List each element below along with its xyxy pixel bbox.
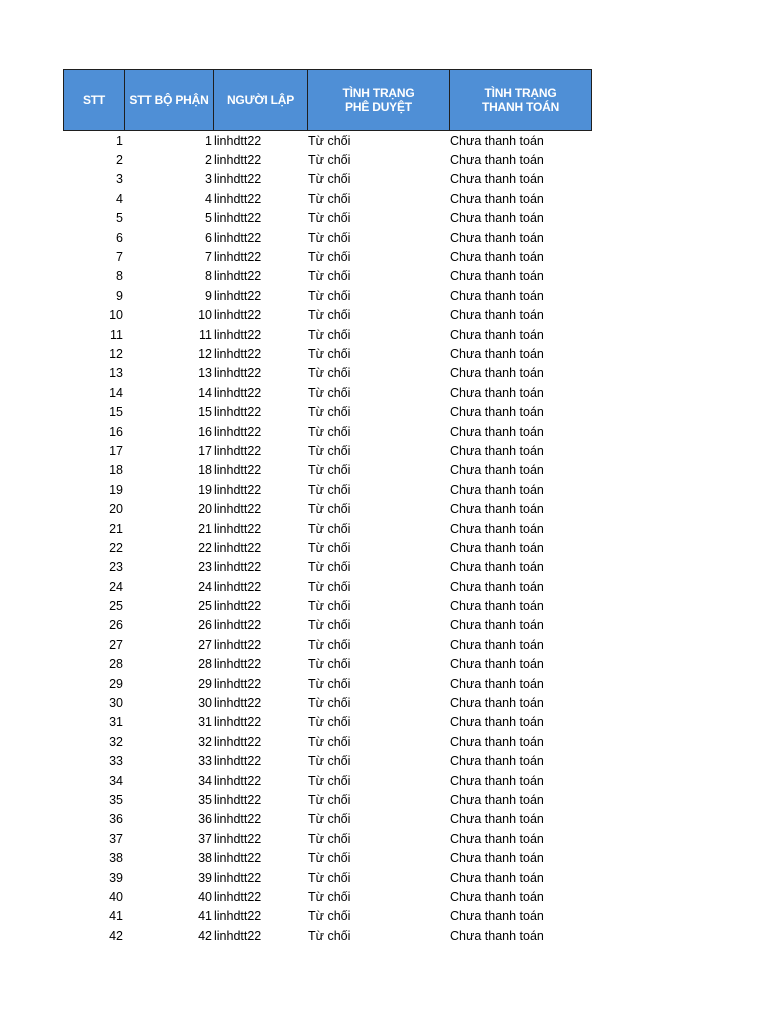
cell-stt-bo-phan[interactable]: 35 (198, 792, 212, 807)
cell-thanh-toan[interactable]: Chưa thanh toán (450, 424, 544, 439)
cell-thanh-toan[interactable]: Chưa thanh toán (450, 502, 544, 517)
table-row[interactable] (63, 150, 592, 169)
cell-stt[interactable]: 30 (109, 696, 123, 711)
cell-stt[interactable]: 42 (109, 928, 123, 943)
cell-thanh-toan[interactable]: Chưa thanh toán (450, 676, 544, 691)
cell-stt[interactable]: 38 (109, 851, 123, 866)
cell-nguoi-lap[interactable]: linhdtt22 (214, 657, 262, 672)
table-row[interactable] (63, 441, 592, 460)
cell-stt-bo-phan[interactable]: 41 (198, 909, 212, 924)
table-row[interactable] (63, 868, 592, 887)
cell-thanh-toan[interactable]: Chưa thanh toán (450, 773, 544, 788)
cell-thanh-toan[interactable]: Chưa thanh toán (450, 889, 544, 904)
cell-nguoi-lap[interactable]: linhdtt22 (214, 502, 262, 517)
cell-nguoi-lap[interactable]: linhdtt22 (214, 812, 262, 827)
cell-stt[interactable]: 17 (109, 443, 123, 458)
cell-stt[interactable]: 26 (109, 618, 123, 633)
cell-phe-duyet[interactable]: Từ chối (308, 599, 351, 614)
cell-stt-bo-phan[interactable]: 29 (198, 676, 212, 691)
table-row[interactable] (63, 209, 592, 228)
cell-thanh-toan[interactable]: Chưa thanh toán (450, 851, 544, 866)
cell-phe-duyet[interactable]: Từ chối (308, 715, 351, 730)
cell-stt[interactable]: 40 (109, 889, 123, 904)
table-row[interactable] (63, 713, 592, 732)
table-row[interactable] (63, 810, 592, 829)
cell-stt[interactable]: 2 (116, 153, 123, 168)
cell-nguoi-lap[interactable]: linhdtt22 (214, 870, 262, 885)
cell-nguoi-lap[interactable]: linhdtt22 (214, 172, 262, 187)
cell-stt[interactable]: 27 (109, 637, 123, 652)
cell-stt-bo-phan[interactable]: 2 (205, 153, 212, 168)
cell-thanh-toan[interactable]: Chưa thanh toán (450, 599, 544, 614)
table-row[interactable] (63, 402, 592, 421)
cell-thanh-toan[interactable]: Chưa thanh toán (450, 812, 544, 827)
cell-nguoi-lap[interactable]: linhdtt22 (214, 463, 262, 478)
cell-stt-bo-phan[interactable]: 11 (199, 327, 212, 342)
cell-nguoi-lap[interactable]: linhdtt22 (214, 346, 262, 361)
cell-stt-bo-phan[interactable]: 36 (198, 812, 212, 827)
cell-thanh-toan[interactable]: Chưa thanh toán (450, 909, 544, 924)
cell-stt[interactable]: 36 (109, 812, 123, 827)
cell-nguoi-lap[interactable]: linhdtt22 (214, 637, 262, 652)
cell-thanh-toan[interactable]: Chưa thanh toán (450, 928, 544, 943)
table-row[interactable] (63, 499, 592, 518)
table-row[interactable] (63, 170, 592, 189)
cell-stt-bo-phan[interactable]: 31 (198, 715, 212, 730)
cell-thanh-toan[interactable]: Chưa thanh toán (450, 308, 544, 323)
table-row[interactable] (63, 306, 592, 325)
cell-stt[interactable]: 20 (109, 502, 123, 517)
table-row[interactable] (63, 422, 592, 441)
cell-phe-duyet[interactable]: Từ chối (308, 909, 351, 924)
table-row[interactable] (63, 887, 592, 906)
table-row[interactable] (63, 635, 592, 654)
table-row[interactable] (63, 596, 592, 615)
cell-phe-duyet[interactable]: Từ chối (308, 308, 351, 323)
table-row[interactable] (63, 732, 592, 751)
column-header-stt[interactable]: STT (64, 70, 125, 130)
cell-nguoi-lap[interactable]: linhdtt22 (214, 482, 262, 497)
cell-thanh-toan[interactable]: Chưa thanh toán (450, 482, 544, 497)
cell-nguoi-lap[interactable]: linhdtt22 (214, 327, 262, 342)
column-header-tinh-trang-phe-duyet[interactable]: TÌNH TRẠNG PHÊ DUYỆT (308, 70, 450, 130)
cell-stt-bo-phan[interactable]: 38 (198, 851, 212, 866)
cell-stt-bo-phan[interactable]: 32 (198, 734, 212, 749)
cell-thanh-toan[interactable]: Chưa thanh toán (450, 831, 544, 846)
cell-stt[interactable]: 23 (109, 560, 123, 575)
cell-thanh-toan[interactable]: Chưa thanh toán (450, 521, 544, 536)
cell-stt-bo-phan[interactable]: 37 (198, 831, 212, 846)
cell-stt[interactable]: 10 (109, 308, 123, 323)
cell-stt[interactable]: 22 (109, 540, 123, 555)
cell-stt[interactable]: 14 (109, 385, 123, 400)
cell-thanh-toan[interactable]: Chưa thanh toán (450, 230, 544, 245)
cell-nguoi-lap[interactable]: linhdtt22 (214, 599, 262, 614)
cell-phe-duyet[interactable]: Từ chối (308, 502, 351, 517)
cell-stt-bo-phan[interactable]: 30 (198, 696, 212, 711)
cell-phe-duyet[interactable]: Từ chối (308, 851, 351, 866)
cell-phe-duyet[interactable]: Từ chối (308, 250, 351, 265)
cell-stt[interactable]: 6 (116, 230, 123, 245)
cell-stt-bo-phan[interactable]: 6 (205, 230, 212, 245)
cell-stt-bo-phan[interactable]: 16 (198, 424, 212, 439)
table-row[interactable] (63, 383, 592, 402)
cell-nguoi-lap[interactable]: linhdtt22 (214, 734, 262, 749)
table-row[interactable] (63, 752, 592, 771)
cell-stt[interactable]: 13 (109, 366, 123, 381)
cell-stt[interactable]: 29 (109, 676, 123, 691)
cell-phe-duyet[interactable]: Từ chối (308, 792, 351, 807)
cell-phe-duyet[interactable]: Từ chối (308, 327, 351, 342)
table-row[interactable] (63, 655, 592, 674)
cell-stt[interactable]: 25 (109, 599, 123, 614)
cell-phe-duyet[interactable]: Từ chối (308, 812, 351, 827)
cell-phe-duyet[interactable]: Từ chối (308, 482, 351, 497)
cell-phe-duyet[interactable]: Từ chối (308, 172, 351, 187)
cell-nguoi-lap[interactable]: linhdtt22 (214, 696, 262, 711)
cell-stt-bo-phan[interactable]: 8 (205, 269, 212, 284)
cell-stt[interactable]: 34 (109, 773, 123, 788)
cell-thanh-toan[interactable]: Chưa thanh toán (450, 366, 544, 381)
cell-thanh-toan[interactable]: Chưa thanh toán (450, 269, 544, 284)
cell-stt[interactable]: 12 (109, 346, 123, 361)
cell-nguoi-lap[interactable]: linhdtt22 (214, 560, 262, 575)
column-header-stt-bo-phan[interactable]: STT BỘ PHẬN (125, 70, 214, 130)
cell-stt[interactable]: 11 (110, 327, 123, 342)
cell-stt[interactable]: 41 (109, 909, 123, 924)
cell-stt[interactable]: 18 (109, 463, 123, 478)
table-row[interactable] (63, 519, 592, 538)
cell-thanh-toan[interactable]: Chưa thanh toán (450, 346, 544, 361)
table-row[interactable] (63, 247, 592, 266)
cell-stt[interactable]: 39 (109, 870, 123, 885)
cell-thanh-toan[interactable]: Chưa thanh toán (450, 540, 544, 555)
cell-stt[interactable]: 5 (116, 211, 123, 226)
cell-phe-duyet[interactable]: Từ chối (308, 637, 351, 652)
cell-nguoi-lap[interactable]: linhdtt22 (214, 579, 262, 594)
cell-thanh-toan[interactable]: Chưa thanh toán (450, 191, 544, 206)
cell-nguoi-lap[interactable]: linhdtt22 (214, 211, 262, 226)
cell-stt-bo-phan[interactable]: 18 (198, 463, 212, 478)
cell-nguoi-lap[interactable]: linhdtt22 (214, 831, 262, 846)
cell-phe-duyet[interactable]: Từ chối (308, 463, 351, 478)
cell-nguoi-lap[interactable]: linhdtt22 (214, 385, 262, 400)
cell-thanh-toan[interactable]: Chưa thanh toán (450, 696, 544, 711)
cell-thanh-toan[interactable]: Chưa thanh toán (450, 579, 544, 594)
spreadsheet-table (63, 69, 592, 945)
cell-nguoi-lap[interactable]: linhdtt22 (214, 889, 262, 904)
cell-nguoi-lap[interactable]: linhdtt22 (214, 715, 262, 730)
cell-stt-bo-phan[interactable]: 21 (198, 521, 212, 536)
cell-stt-bo-phan[interactable]: 4 (205, 191, 212, 206)
cell-thanh-toan[interactable]: Chưa thanh toán (450, 463, 544, 478)
cell-stt-bo-phan[interactable]: 9 (205, 288, 212, 303)
cell-thanh-toan[interactable]: Chưa thanh toán (450, 657, 544, 672)
cell-thanh-toan[interactable]: Chưa thanh toán (450, 211, 544, 226)
cell-nguoi-lap[interactable]: linhdtt22 (214, 792, 262, 807)
cell-nguoi-lap[interactable]: linhdtt22 (214, 424, 262, 439)
cell-stt[interactable]: 7 (116, 250, 123, 265)
cell-stt-bo-phan[interactable]: 26 (198, 618, 212, 633)
cell-phe-duyet[interactable]: Từ chối (308, 346, 351, 361)
cell-thanh-toan[interactable]: Chưa thanh toán (450, 288, 544, 303)
cell-stt-bo-phan[interactable]: 39 (198, 870, 212, 885)
table-row[interactable] (63, 771, 592, 790)
cell-nguoi-lap[interactable]: linhdtt22 (214, 366, 262, 381)
cell-stt-bo-phan[interactable]: 17 (198, 443, 212, 458)
cell-nguoi-lap[interactable]: linhdtt22 (214, 230, 262, 245)
cell-stt[interactable]: 15 (109, 405, 123, 420)
table-row[interactable] (63, 286, 592, 305)
cell-phe-duyet[interactable]: Từ chối (308, 366, 351, 381)
cell-nguoi-lap[interactable]: linhdtt22 (214, 191, 262, 206)
cell-stt[interactable]: 37 (109, 831, 123, 846)
cell-phe-duyet[interactable]: Từ chối (308, 269, 351, 284)
cell-stt[interactable]: 28 (109, 657, 123, 672)
cell-stt[interactable]: 35 (109, 792, 123, 807)
column-header-nguoi-lap[interactable]: NGƯỜI LẬP (214, 70, 308, 130)
cell-thanh-toan[interactable]: Chưa thanh toán (450, 637, 544, 652)
table-row[interactable] (63, 325, 592, 344)
cell-stt[interactable]: 3 (116, 172, 123, 187)
cell-thanh-toan[interactable]: Chưa thanh toán (450, 327, 544, 342)
cell-stt[interactable]: 16 (109, 424, 123, 439)
cell-nguoi-lap[interactable]: linhdtt22 (214, 153, 262, 168)
cell-stt-bo-phan[interactable]: 20 (198, 502, 212, 517)
cell-stt[interactable]: 4 (116, 191, 123, 206)
table-row[interactable] (63, 189, 592, 208)
cell-stt-bo-phan[interactable]: 42 (198, 928, 212, 943)
cell-stt-bo-phan[interactable]: 13 (198, 366, 212, 381)
cell-stt-bo-phan[interactable]: 33 (198, 754, 212, 769)
cell-thanh-toan[interactable]: Chưa thanh toán (450, 385, 544, 400)
cell-nguoi-lap[interactable]: linhdtt22 (214, 250, 262, 265)
cell-thanh-toan[interactable]: Chưa thanh toán (450, 560, 544, 575)
cell-stt-bo-phan[interactable]: 28 (198, 657, 212, 672)
cell-phe-duyet[interactable]: Từ chối (308, 133, 351, 148)
cell-phe-duyet[interactable]: Từ chối (308, 657, 351, 672)
table-row[interactable] (63, 616, 592, 635)
table-row[interactable] (63, 461, 592, 480)
cell-stt-bo-phan[interactable]: 7 (205, 250, 212, 265)
cell-stt[interactable]: 19 (109, 482, 123, 497)
cell-stt[interactable]: 31 (109, 715, 123, 730)
cell-phe-duyet[interactable]: Từ chối (308, 424, 351, 439)
cell-phe-duyet[interactable]: Từ chối (308, 754, 351, 769)
table-row[interactable] (63, 829, 592, 848)
cell-stt-bo-phan[interactable]: 34 (198, 773, 212, 788)
cell-nguoi-lap[interactable]: linhdtt22 (214, 773, 262, 788)
table-row[interactable] (63, 926, 592, 945)
cell-phe-duyet[interactable]: Từ chối (308, 831, 351, 846)
table-row[interactable] (63, 228, 592, 247)
cell-phe-duyet[interactable]: Từ chối (308, 443, 351, 458)
cell-nguoi-lap[interactable]: linhdtt22 (214, 540, 262, 555)
cell-thanh-toan[interactable]: Chưa thanh toán (450, 754, 544, 769)
cell-phe-duyet[interactable]: Từ chối (308, 540, 351, 555)
cell-stt-bo-phan[interactable]: 15 (198, 405, 212, 420)
cell-phe-duyet[interactable]: Từ chối (308, 191, 351, 206)
cell-phe-duyet[interactable]: Từ chối (308, 211, 351, 226)
cell-phe-duyet[interactable]: Từ chối (308, 405, 351, 420)
cell-phe-duyet[interactable]: Từ chối (308, 385, 351, 400)
cell-stt[interactable]: 9 (116, 288, 123, 303)
cell-phe-duyet[interactable]: Từ chối (308, 230, 351, 245)
cell-nguoi-lap[interactable]: linhdtt22 (214, 928, 262, 943)
cell-phe-duyet[interactable]: Từ chối (308, 870, 351, 885)
cell-stt-bo-phan[interactable]: 27 (198, 637, 212, 652)
table-row[interactable] (63, 577, 592, 596)
cell-thanh-toan[interactable]: Chưa thanh toán (450, 715, 544, 730)
cell-stt-bo-phan[interactable]: 3 (205, 172, 212, 187)
cell-phe-duyet[interactable]: Từ chối (308, 288, 351, 303)
cell-stt-bo-phan[interactable]: 40 (198, 889, 212, 904)
cell-nguoi-lap[interactable]: linhdtt22 (214, 443, 262, 458)
cell-phe-duyet[interactable]: Từ chối (308, 521, 351, 536)
cell-stt[interactable]: 32 (109, 734, 123, 749)
cell-stt-bo-phan[interactable]: 14 (198, 385, 212, 400)
cell-thanh-toan[interactable]: Chưa thanh toán (450, 405, 544, 420)
table-row[interactable] (63, 131, 592, 150)
table-row[interactable] (63, 364, 592, 383)
cell-stt-bo-phan[interactable]: 24 (198, 579, 212, 594)
column-header-tinh-trang-thanh-toan[interactable]: TÌNH TRẠNG THANH TOÁN (481, 86, 560, 114)
cell-stt[interactable]: 8 (116, 269, 123, 284)
cell-stt[interactable]: 24 (109, 579, 123, 594)
cell-phe-duyet[interactable]: Từ chối (308, 773, 351, 788)
cell-nguoi-lap[interactable]: linhdtt22 (214, 618, 262, 633)
table-body (63, 131, 592, 945)
cell-stt-bo-phan[interactable]: 19 (198, 482, 212, 497)
cell-stt-bo-phan[interactable]: 5 (205, 211, 212, 226)
table-row[interactable] (63, 693, 592, 712)
cell-thanh-toan[interactable]: Chưa thanh toán (450, 792, 544, 807)
cell-thanh-toan[interactable]: Chưa thanh toán (450, 734, 544, 749)
table-row[interactable] (63, 267, 592, 286)
cell-nguoi-lap[interactable]: linhdtt22 (214, 676, 262, 691)
table-row[interactable] (63, 907, 592, 926)
cell-nguoi-lap[interactable]: linhdtt22 (214, 308, 262, 323)
table-row[interactable] (63, 558, 592, 577)
table-row[interactable] (63, 790, 592, 809)
cell-phe-duyet[interactable]: Từ chối (308, 618, 351, 633)
cell-nguoi-lap[interactable]: linhdtt22 (214, 288, 262, 303)
cell-phe-duyet[interactable]: Từ chối (308, 560, 351, 575)
cell-nguoi-lap[interactable]: linhdtt22 (214, 133, 262, 148)
table-row[interactable] (63, 538, 592, 557)
cell-phe-duyet[interactable]: Từ chối (308, 889, 351, 904)
cell-phe-duyet[interactable]: Từ chối (308, 928, 351, 943)
cell-phe-duyet[interactable]: Từ chối (308, 579, 351, 594)
table-row[interactable] (63, 674, 592, 693)
cell-phe-duyet[interactable]: Từ chối (308, 696, 351, 711)
cell-stt-bo-phan[interactable]: 25 (198, 599, 212, 614)
cell-nguoi-lap[interactable]: linhdtt22 (214, 405, 262, 420)
cell-thanh-toan[interactable]: Chưa thanh toán (450, 133, 544, 148)
cell-nguoi-lap[interactable]: linhdtt22 (214, 269, 262, 284)
cell-phe-duyet[interactable]: Từ chối (308, 153, 351, 168)
cell-stt-bo-phan[interactable]: 23 (198, 560, 212, 575)
cell-nguoi-lap[interactable]: linhdtt22 (214, 521, 262, 536)
cell-thanh-toan[interactable]: Chưa thanh toán (450, 250, 544, 265)
cell-thanh-toan[interactable]: Chưa thanh toán (450, 172, 544, 187)
cell-stt-bo-phan[interactable]: 10 (198, 308, 212, 323)
cell-phe-duyet[interactable]: Từ chối (308, 734, 351, 749)
cell-stt[interactable]: 21 (109, 521, 123, 536)
cell-stt[interactable]: 1 (116, 133, 123, 148)
table-header (63, 69, 592, 131)
cell-thanh-toan[interactable]: Chưa thanh toán (450, 870, 544, 885)
cell-stt-bo-phan[interactable]: 22 (198, 540, 212, 555)
cell-thanh-toan[interactable]: Chưa thanh toán (450, 443, 544, 458)
table-row[interactable] (63, 480, 592, 499)
cell-stt-bo-phan[interactable]: 12 (198, 346, 212, 361)
cell-thanh-toan[interactable]: Chưa thanh toán (450, 618, 544, 633)
cell-stt[interactable]: 33 (109, 754, 123, 769)
cell-phe-duyet[interactable]: Từ chối (308, 676, 351, 691)
cell-nguoi-lap[interactable]: linhdtt22 (214, 851, 262, 866)
table-row[interactable] (63, 344, 592, 363)
table-row[interactable] (63, 848, 592, 867)
cell-nguoi-lap[interactable]: linhdtt22 (214, 909, 262, 924)
cell-thanh-toan[interactable]: Chưa thanh toán (450, 153, 544, 168)
cell-stt-bo-phan[interactable]: 1 (205, 133, 212, 148)
cell-nguoi-lap[interactable]: linhdtt22 (214, 754, 262, 769)
